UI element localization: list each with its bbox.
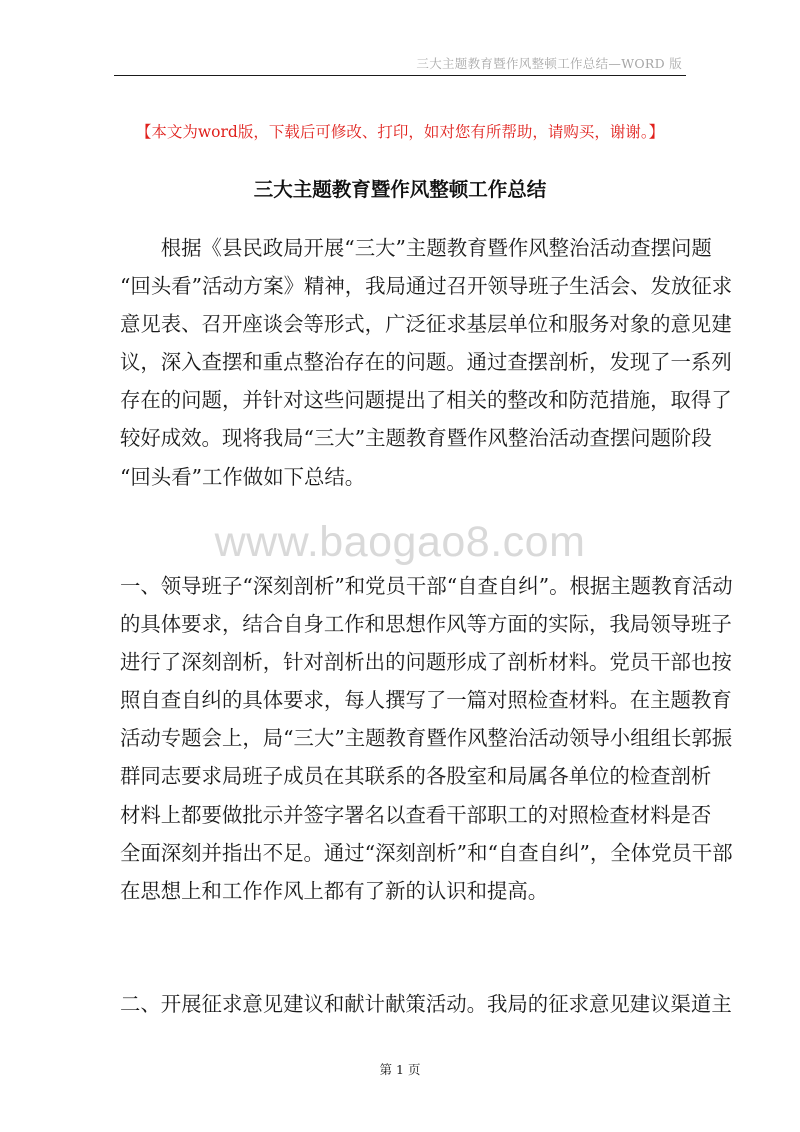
download-notice: 【本文为word版，下载后可修改、打印，如对您有所帮助，请购买，谢谢。】: [135, 123, 665, 141]
text-line: 照自查自纠的具体要求，每人撰写了一篇对照检查材料。在主题教育: [120, 688, 732, 713]
text-line: 全面深刻并指出不足。通过“深刻剖析”和“自查自纠”，全体党员干部: [120, 840, 733, 865]
document-title: 三大主题教育暨作风整顿工作总结: [253, 178, 547, 201]
text-line: 意见表、召开座谈会等形式，广泛征求基层单位和服务对象的意见建: [120, 312, 732, 337]
text-line: 活动专题会上，局“三大”主题教育暨作风整治活动领导小组组长郭振: [120, 726, 733, 751]
text-line: 一、领导班子“深刻剖析”和党员干部“自查自纠”。根据主题教育活动: [120, 574, 733, 598]
text-line: 议，深入查摆和重点整治存在的问题。通过查摆剖析，发现了一系列: [120, 350, 732, 375]
paragraph-intro: [120, 229, 733, 496]
text-line: 存在的问题，并针对这些问题提出了相关的整改和防范措施，取得了: [120, 388, 732, 413]
text-line: 材料上都要做批示并签字署名以查看干部职工的对照检查材料是否: [120, 802, 712, 827]
text-line: 群同志要求局班子成员在其联系的各股室和局属各单位的检查剖析: [120, 764, 712, 789]
text-line: 较好成效。现将我局“三大”主题教育暨作风整治活动查摆问题阶段: [120, 426, 712, 451]
text-line: 在思想上和工作作风上都有了新的认识和提高。: [120, 878, 549, 903]
header-divider: [114, 75, 686, 76]
text-line: 进行了深刻剖析，针对剖析出的问题形成了剖析材料。党员干部也按: [120, 650, 732, 675]
paragraph-section-one: [120, 567, 733, 910]
paragraph-section-two: [120, 985, 732, 1023]
running-header: 三大主题教育暨作风整顿工作总结—WORD 版: [416, 56, 682, 71]
watermark: www.baogao8.com: [214, 518, 586, 566]
page-number: 第 1 页: [379, 1062, 421, 1077]
text-line: 的具体要求，结合自身工作和思想作风等方面的实际，我局领导班子: [120, 612, 732, 637]
text-line: 根据《县民政局开展“三大”主题教育暨作风整治活动查摆问题: [120, 236, 712, 260]
text-line: “回头看”工作做如下总结。: [120, 464, 366, 489]
text-line: 二、开展征求意见建议和献计献策活动。我局的征求意见建议渠道主: [120, 992, 732, 1016]
text-line: “回头看”活动方案》精神，我局通过召开领导班子生活会、发放征求: [120, 274, 733, 299]
